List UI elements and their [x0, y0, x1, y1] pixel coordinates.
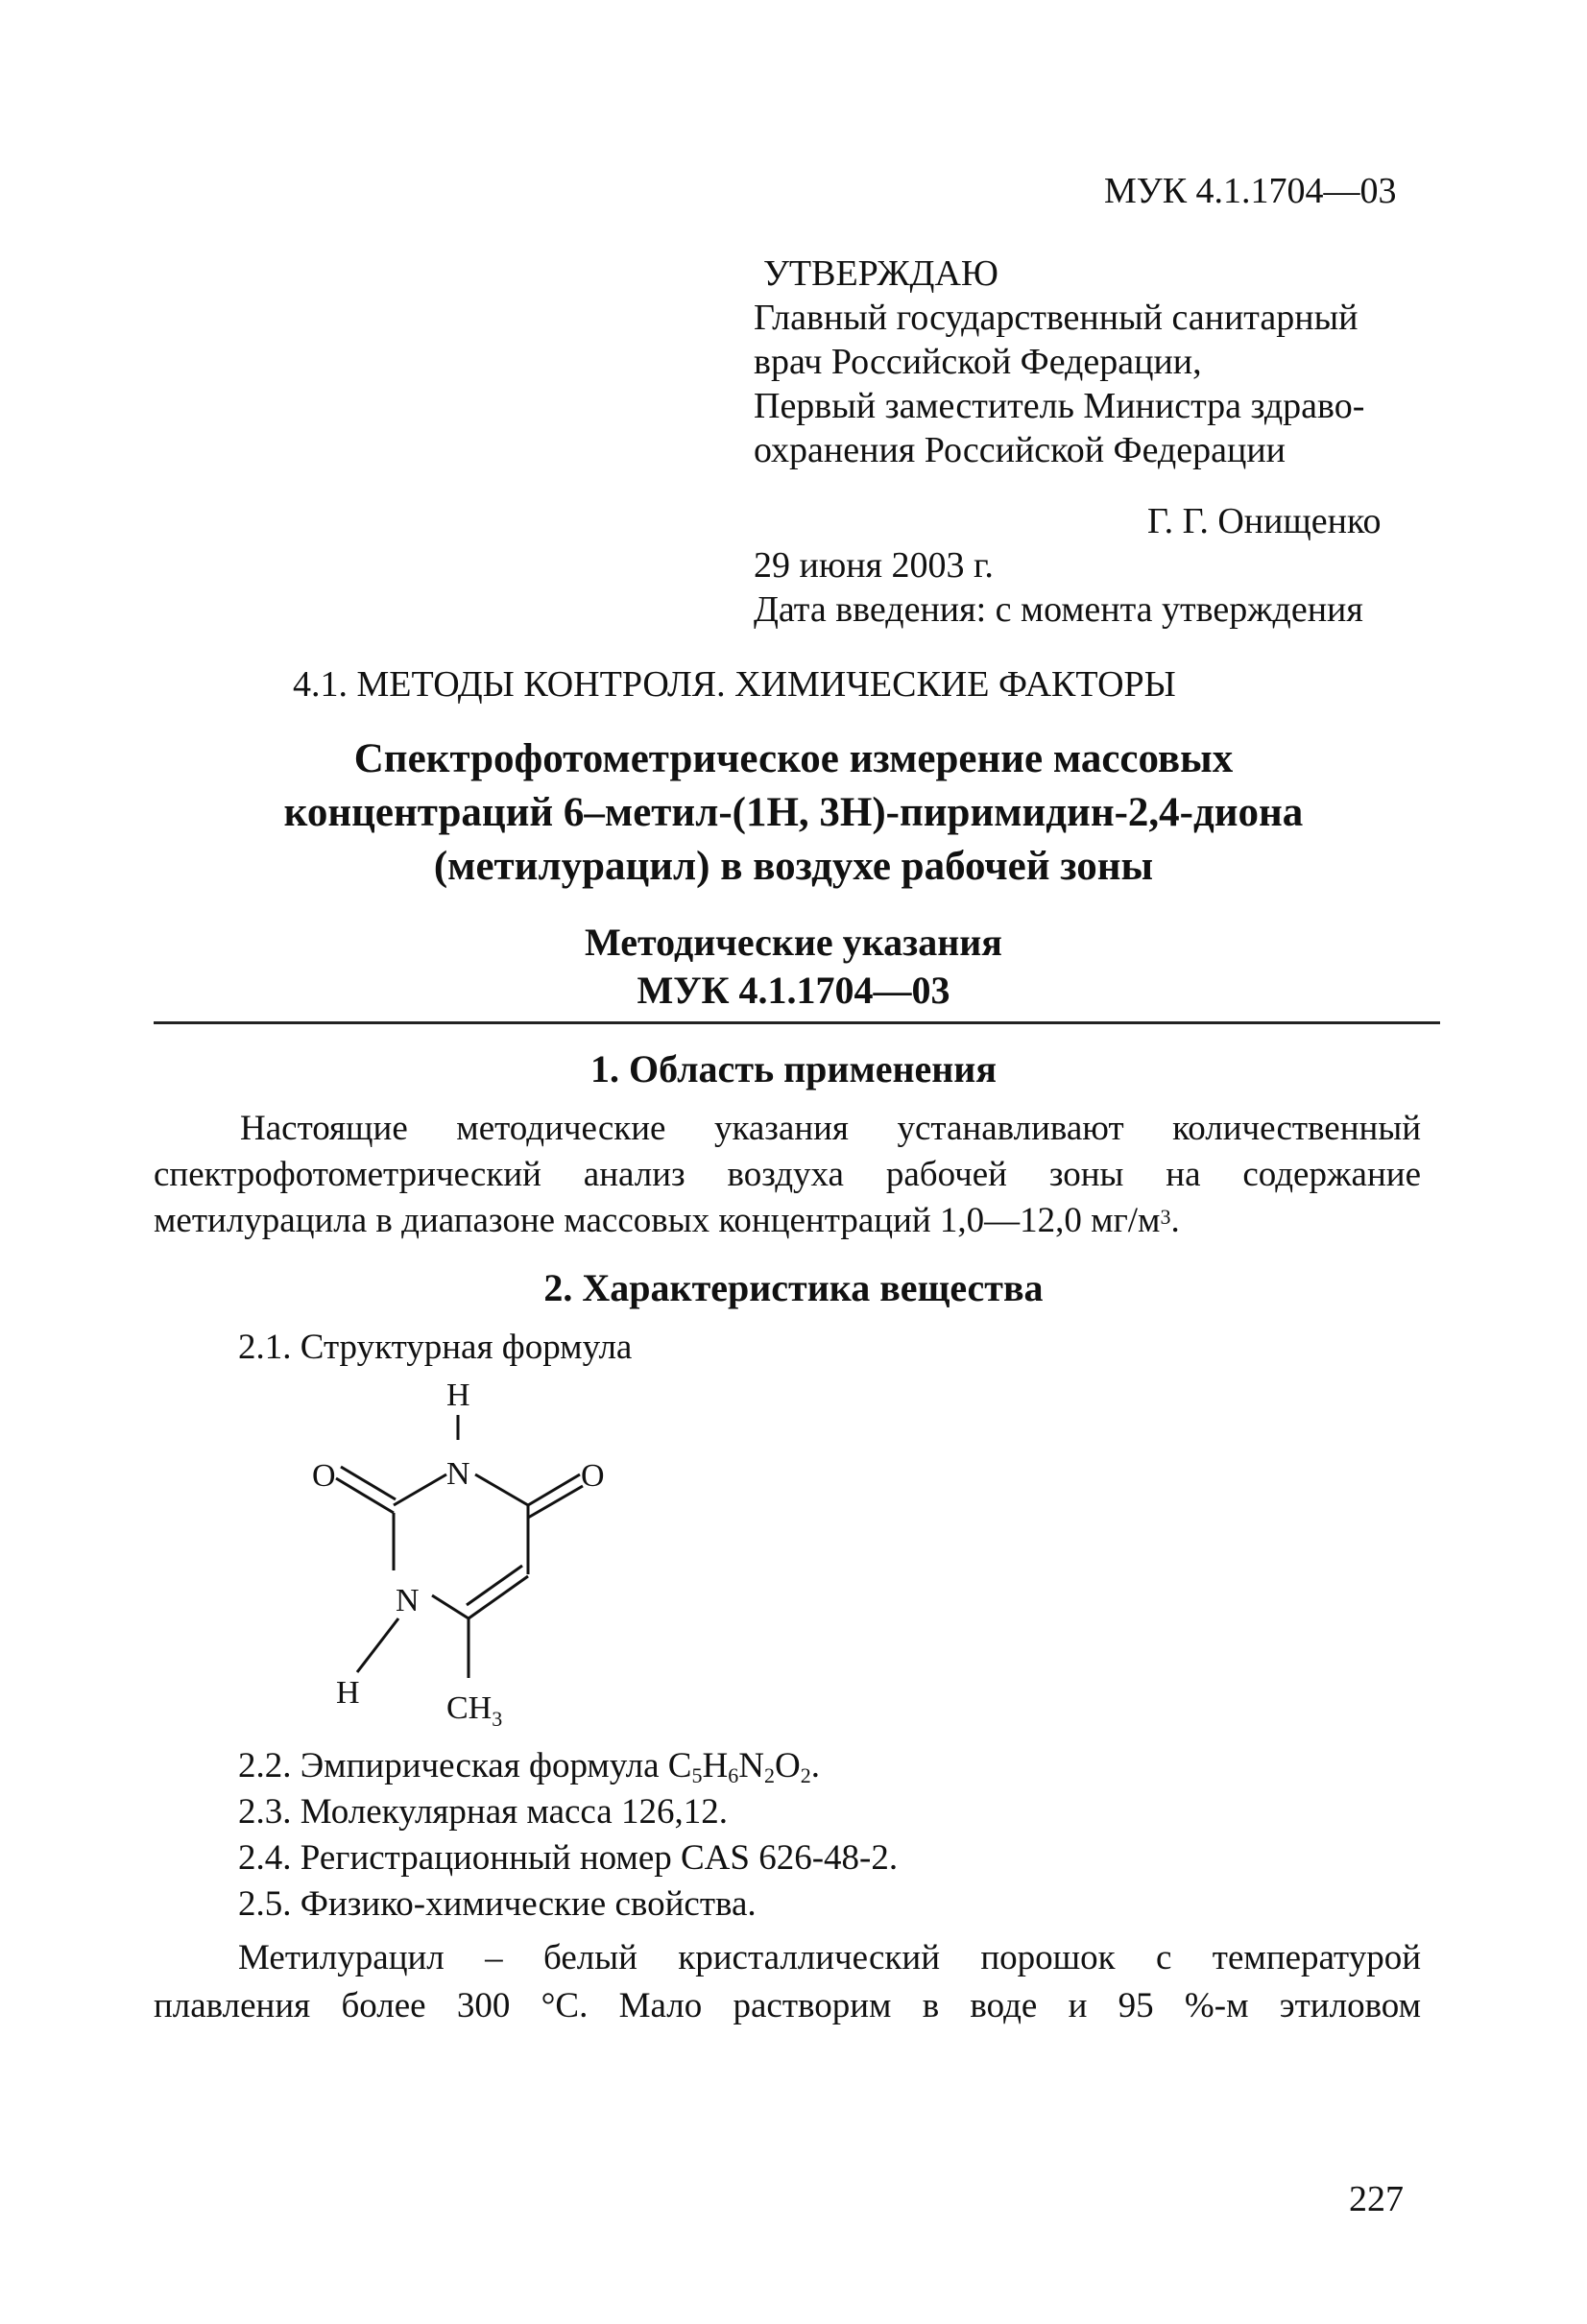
structural-formula [288, 1371, 653, 1736]
page-number: 227 [1349, 2179, 1404, 2219]
approval-position-line: охранения Российской Федерации [754, 430, 1286, 470]
section-heading: 4.1. МЕТОДЫ КОНТРОЛЯ. ХИМИЧЕСКИЕ ФАКТОРЫ [293, 664, 1176, 705]
bond-line [528, 1474, 580, 1505]
item-2-4: 2.4. Регистрационный номер CAS 626-48-2. [238, 1838, 899, 1878]
document-title-line: Спектрофотометрическое измерение массовых [353, 736, 1234, 781]
item-2-1: 2.1. Структурная формула [238, 1328, 633, 1367]
bond-line [475, 1474, 528, 1505]
properties-paragraph-line: плавления более 300 °C. Мало растворим в воде и 95 %-м этиловом [154, 1986, 1421, 2025]
bond-line [336, 1478, 394, 1513]
document-title-line: концентраций 6–метил-(1H, 3H)-пиримидин-2,4-диона [283, 790, 1304, 835]
item-2-2: 2.2. Эмпирическая формула $C_5H_6N_2O_2$. [238, 1746, 820, 1787]
approval-heading: УТВЕРЖДАЮ [763, 253, 998, 294]
atom-n-bottom: N [396, 1583, 420, 1618]
section-1-paragraph-line: Настоящие методические указания устанавливают количественный [240, 1109, 1421, 1148]
document-code-header: МУК 4.1.1704—03 [1104, 171, 1397, 211]
signatory-name: Г. Г. Онищенко [1147, 501, 1382, 541]
section-1-paragraph-line: спектрофотометрический анализ воздуха рабочей зоны на содержание [154, 1155, 1421, 1194]
atom-n-top: N [446, 1456, 470, 1492]
bond-line [432, 1595, 469, 1618]
properties-paragraph-line: Метилурацил – белый кристаллический порошок с температурой [238, 1938, 1421, 1977]
atom-h-top: H [446, 1378, 470, 1413]
atom-h-bottom: H [336, 1675, 360, 1711]
document-subtitle: Методические указания [585, 921, 1002, 964]
effective-date: Дата введения: с момента утверждения [754, 589, 1363, 630]
section-2-heading: 2. Характеристика вещества [543, 1266, 1044, 1309]
atom-ch3: $CH_3$ [446, 1690, 503, 1731]
horizontal-rule [154, 1021, 1440, 1024]
section-1-paragraph-line: метилурацила в диапазоне массовых концентраций 1,0—12,0 $мг/м^3$. [154, 1201, 1180, 1240]
bond-line [341, 1467, 396, 1499]
atom-o-left: O [312, 1458, 336, 1494]
item-2-3: 2.3. Молекулярная масса 126,12. [238, 1792, 728, 1832]
approval-position-line: Первый заместитель Министра здраво- [754, 386, 1365, 426]
atom-o-right: O [581, 1458, 605, 1494]
section-1-heading: 1. Область применения [590, 1047, 997, 1090]
document-title-line: (метилурацил) в воздухе рабочей зоны [433, 844, 1154, 889]
document-code-subtitle: МУК 4.1.1704—03 [637, 969, 950, 1012]
approval-position-line: врач Российской Федерации, [754, 342, 1202, 382]
approval-date: 29 июня 2003 г. [754, 545, 994, 586]
approval-position-line: Главный государственный санитарный [754, 298, 1359, 338]
bond-line [357, 1618, 398, 1672]
bond-line [394, 1474, 446, 1505]
item-2-5: 2.5. Физико-химические свойства. [238, 1884, 757, 1924]
